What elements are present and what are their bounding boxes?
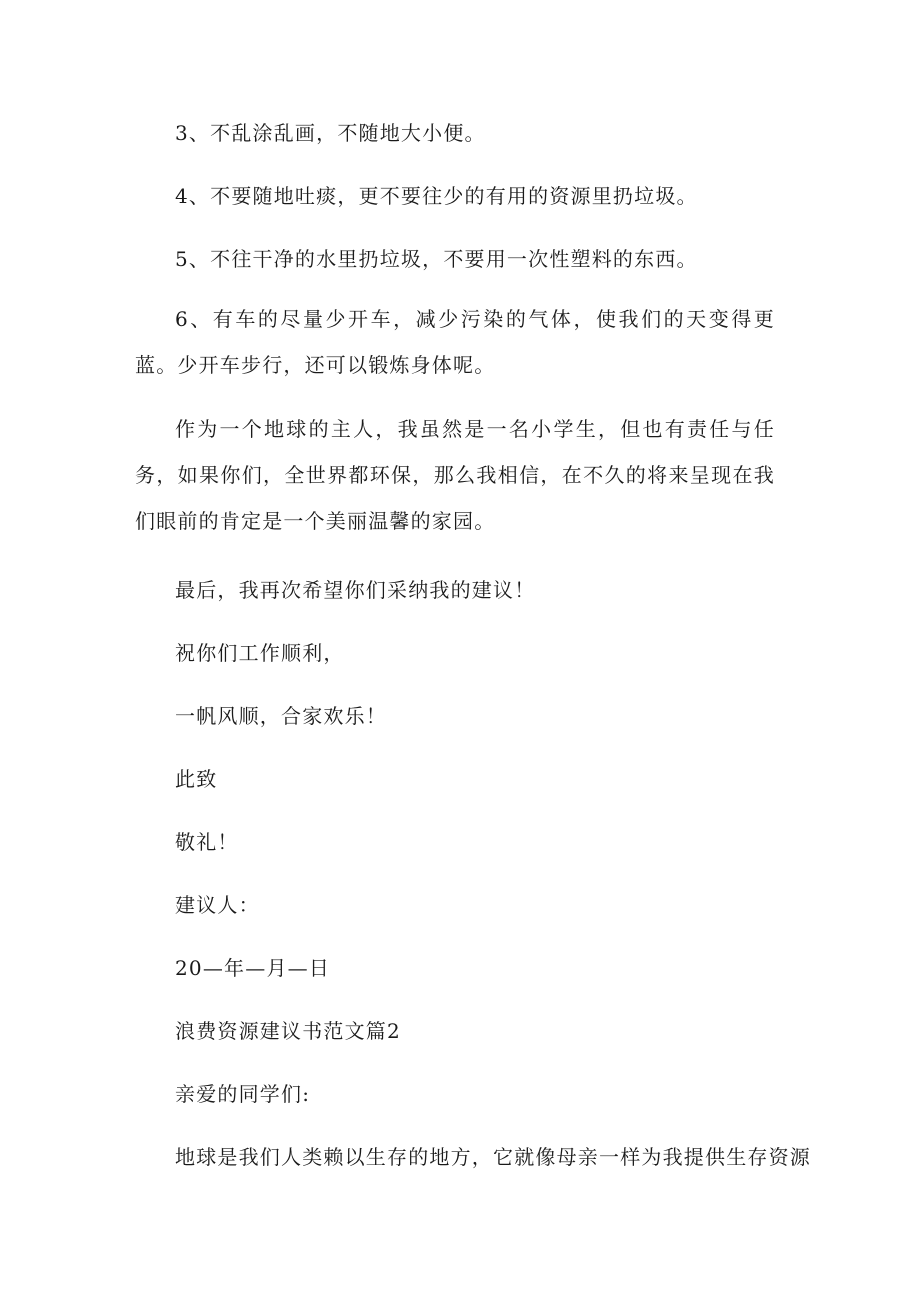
blessing-line-1: 祝你们工作顺利， (175, 641, 345, 665)
signer-label: 建议人： (175, 893, 260, 917)
suggestion-item-3: 3、不乱涂乱画，不随地大小便。 (175, 121, 486, 145)
suggestion-item-5: 5、不往干净的水里扔垃圾，不要用一次性塑料的东西。 (175, 247, 698, 271)
salutation-line-2: 敬礼！ (175, 830, 239, 854)
opening-line: 地球是我们人类赖以生存的地方，它就像母亲一样为我提供生存资源 (175, 1145, 811, 1169)
final-wish: 最后，我再次希望你们采纳我的建议！ (175, 578, 536, 602)
suggestion-item-4: 4、不要随地吐痰，更不要往少的有用的资源里扔垃圾。 (175, 184, 698, 208)
suggestion-item-6: 6、有车的尽量少开车，减少污染的气体，使我们的天变得更蓝。少开车步行，还可以锻炼身体呢。 (135, 307, 775, 377)
blessing-line-2: 一帆风顺，合家欢乐！ (175, 704, 387, 728)
section-title: 浪费资源建议书范文篇2 (175, 1019, 401, 1043)
closing-paragraph: 作为一个地球的主人，我虽然是一名小学生，但也有责任与任务，如果你们，全世界都环保，那么我相信，在不久的将来呈现在我们眼前的肯定是一个美丽温馨的家园。 (135, 417, 775, 533)
date-line: 20—年—月—日 (175, 956, 331, 980)
greeting: 亲爱的同学们: (175, 1082, 311, 1106)
salutation-line-1: 此致 (175, 767, 218, 791)
